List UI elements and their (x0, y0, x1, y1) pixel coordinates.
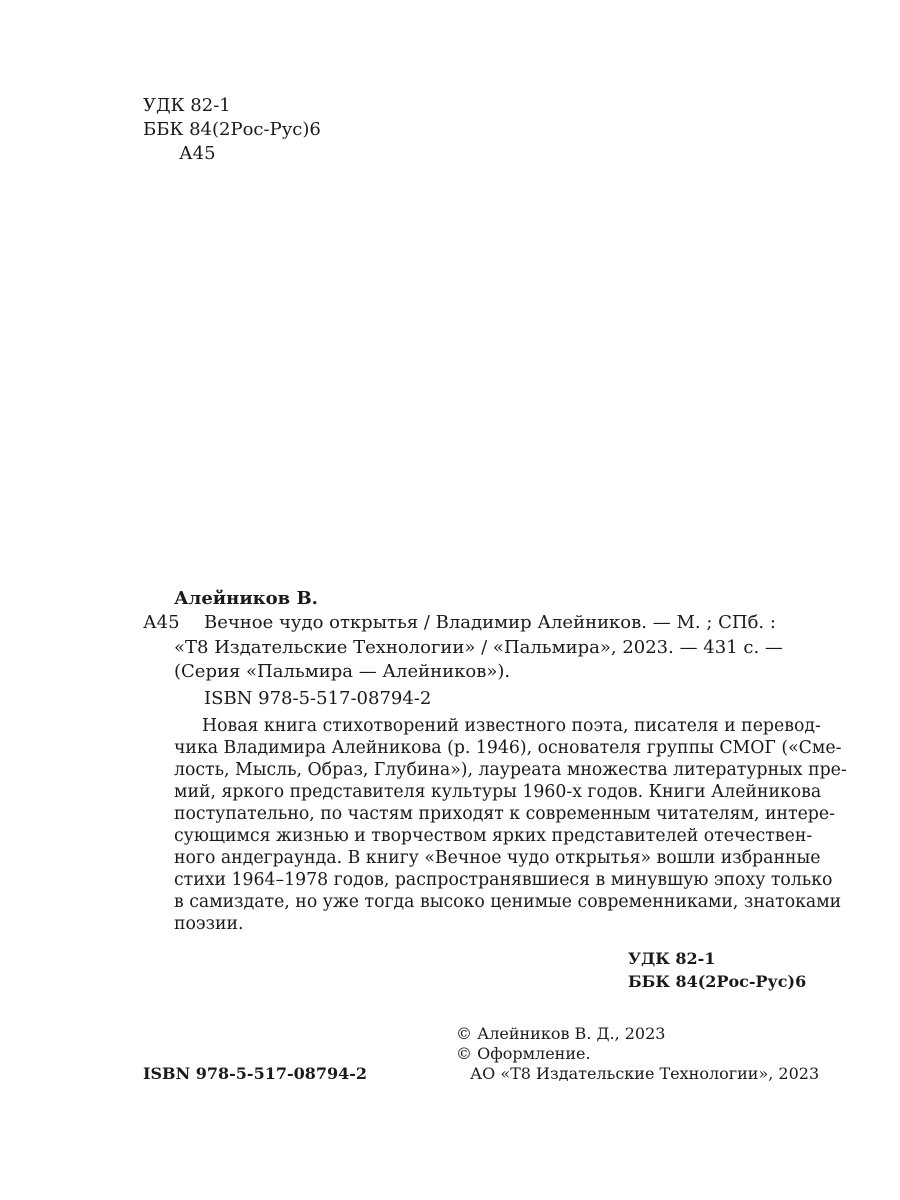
annotation-line: ного андеграунда. В книгу «Вечное чудо открытья» вошли избранные (174, 848, 821, 868)
annotation-line: чика Владимира Алейникова (р. 1946), основателя группы СМОГ («Сме- (174, 738, 842, 758)
annotation-line: сующимся жизнью и творчеством ярких представителей отечествен- (174, 826, 813, 846)
annotation-line: поступательно, по частям приходят к современным читателям, интере- (174, 804, 835, 824)
annotation-line: лость, Мысль, Образ, Глубина»), лауреата множества литературных пре- (174, 760, 847, 780)
top-bbk: ББК 84(2Рос-Рус)6 (143, 119, 321, 140)
record-line-2: «Т8 Издательские Технологии» / «Пальмира», 2023. — 431 с. — (174, 637, 783, 658)
copyright-design: © Оформление. (456, 1044, 591, 1063)
copyright-publisher: АО «Т8 Издательские Технологии», 2023 (470, 1064, 820, 1083)
record-author: Алейников В. (174, 588, 318, 609)
record-isbn: ISBN 978-5-517-08794-2 (204, 688, 432, 709)
annotation-line: в самиздате, но уже тогда высоко ценимые современниками, знатоками (174, 892, 842, 912)
footer-isbn: ISBN 978-5-517-08794-2 (143, 1064, 368, 1083)
annotation-line: поэзии. (174, 914, 244, 934)
top-udk: УДК 82-1 (143, 95, 231, 116)
annotation (174, 715, 847, 935)
annotation-line: стихи 1964–1978 годов, распространявшиеся в минувшую эпоху только (174, 870, 833, 890)
annotation-line: мий, яркого представителя культуры 1960-х годов. Книги Алейникова (174, 782, 822, 802)
right-bbk: ББК 84(2Рос-Рус)6 (628, 972, 807, 991)
record-line-3: (Серия «Пальмира — Алейников»). (174, 661, 511, 682)
copyright-author: © Алейников В. Д., 2023 (456, 1024, 666, 1043)
copyright-block (456, 1024, 819, 1084)
record-line-1: Вечное чудо открытья / Владимир Алейников. — М. ; СПб. : (204, 612, 776, 633)
top-code: А45 (179, 143, 216, 164)
top-classification (143, 94, 321, 166)
record-code: А45 (143, 612, 180, 633)
annotation-line: Новая книга стихотворений известного поэта, писателя и перевод- (202, 716, 821, 736)
right-udk: УДК 82-1 (628, 949, 716, 968)
right-classification (628, 947, 806, 993)
